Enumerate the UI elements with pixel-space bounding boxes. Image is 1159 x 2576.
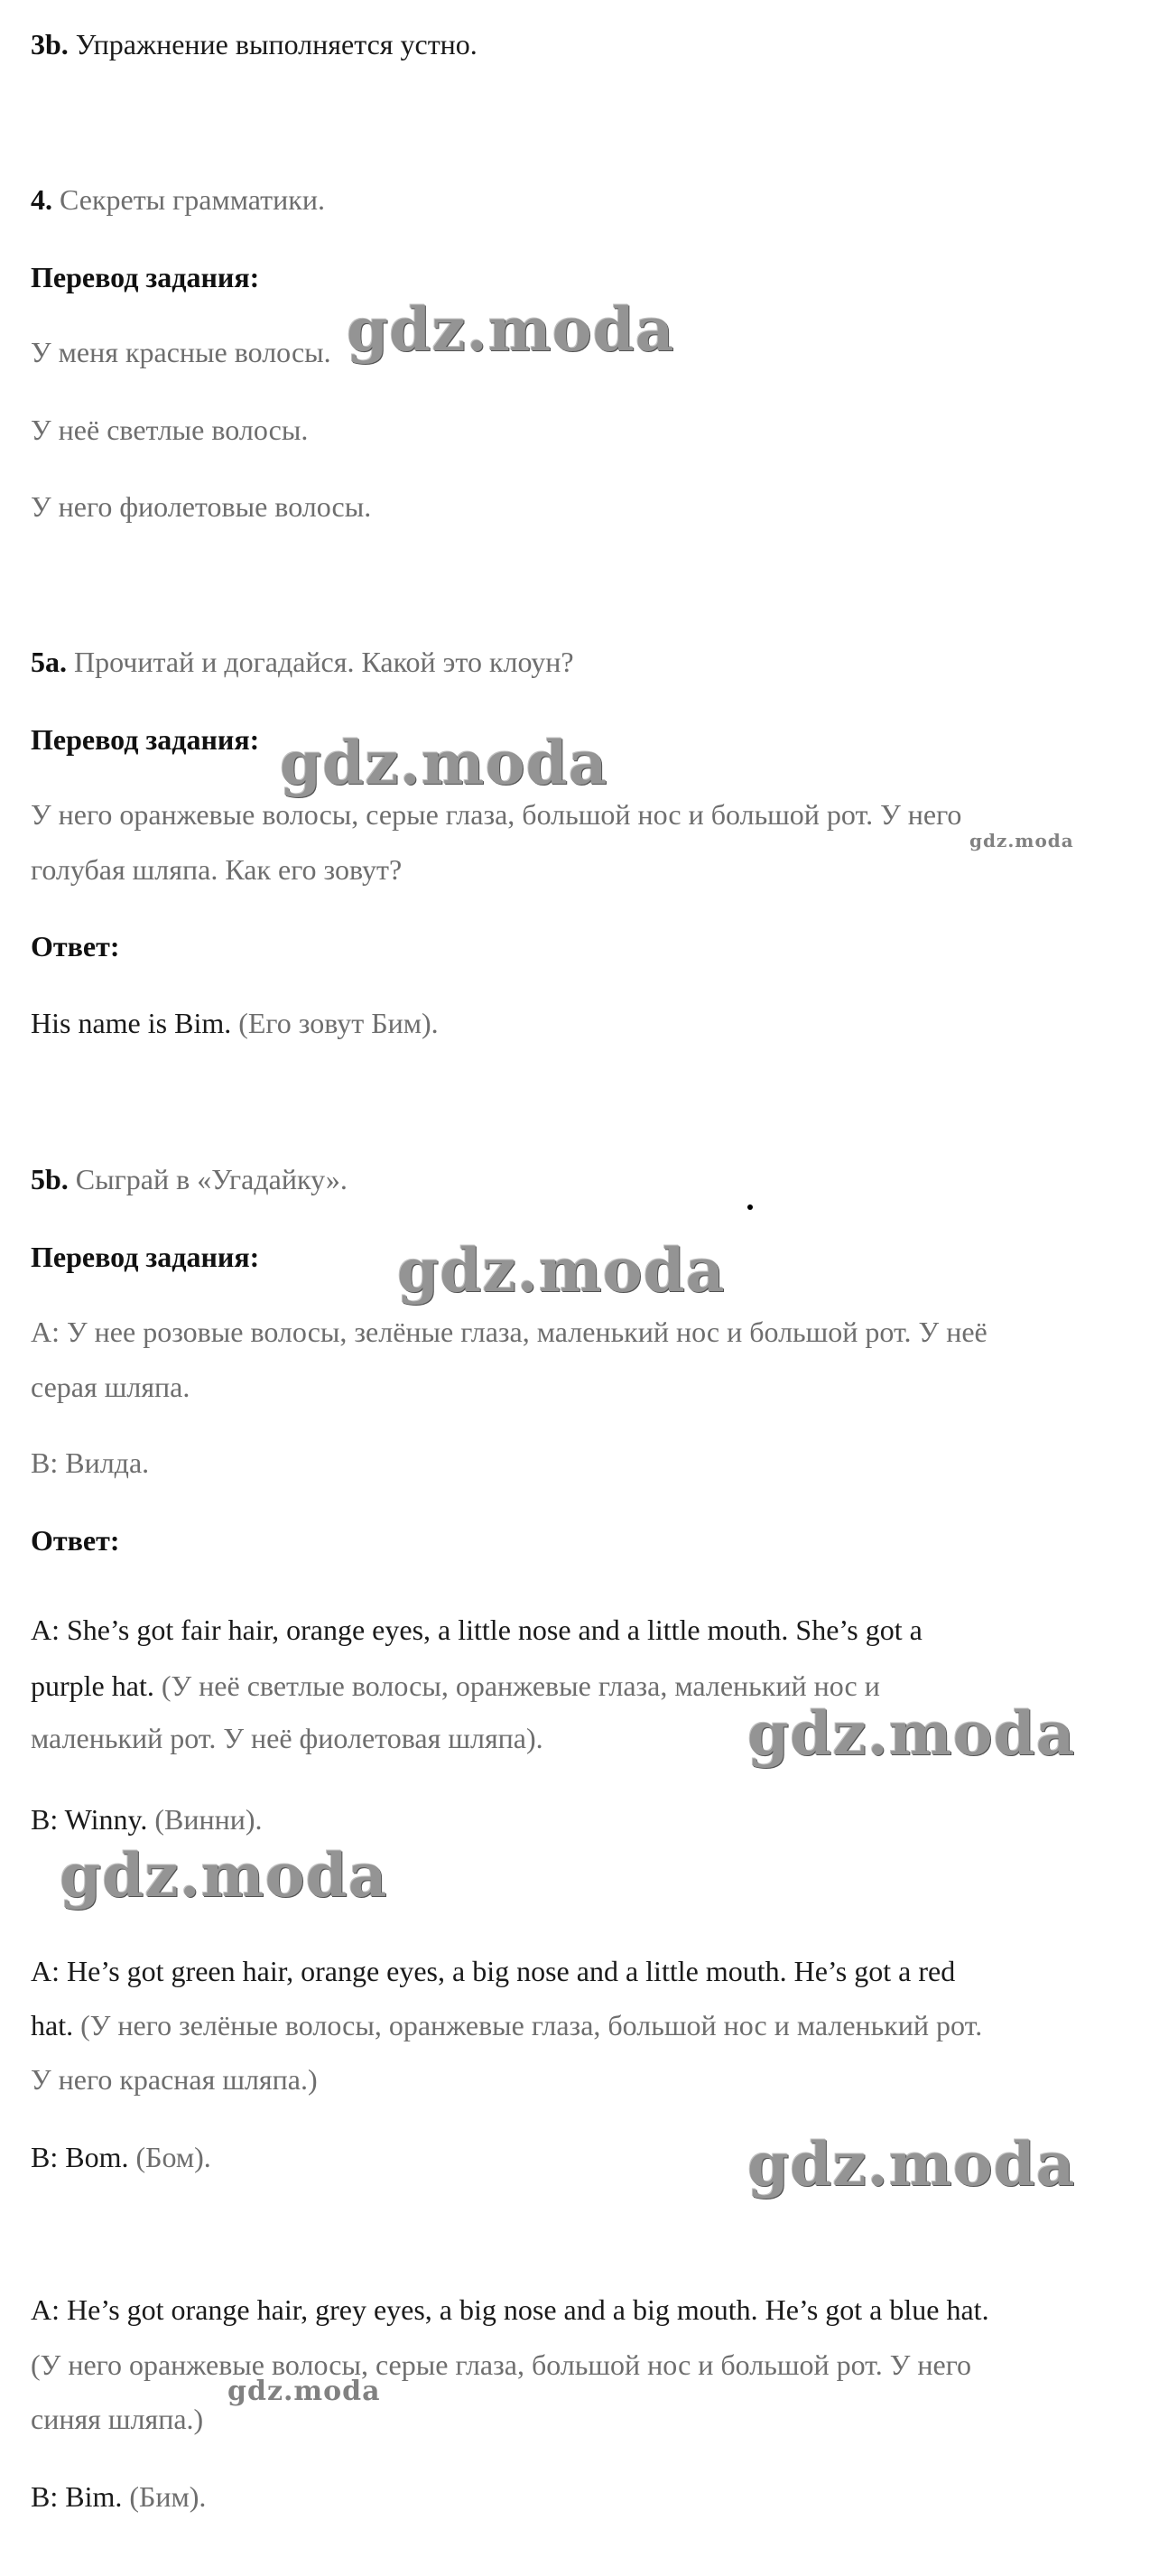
d3-b-en: B: Bim. [31, 2480, 123, 2513]
d3-b-line [31, 2478, 206, 2515]
d1-b-en: B: Winny. [31, 1803, 148, 1836]
ex5a-answer-label: Ответ: [31, 930, 120, 963]
watermark: gdz.moda [347, 294, 675, 365]
ex4-number: 4. [31, 183, 52, 216]
d1-a-line-1: A: She’s got fair hair, orange eyes, a little nose and a little mouth. She’s got a [31, 1613, 923, 1646]
watermark: gdz.moda [397, 1235, 726, 1306]
d2-b-line [31, 2139, 211, 2175]
d2-b-ru: (Бом). [135, 2141, 211, 2173]
ex5b-heading [31, 1161, 348, 1197]
ex4-translation-label: Перевод задания: [31, 261, 260, 293]
d1-a-ru-2: (У неё светлые волосы, оранжевые глаза, маленький нос и [161, 1669, 880, 1702]
ex5a-title: Прочитай и догадайся. Какой это клоун? [74, 646, 574, 678]
watermark: gdz.moda [747, 1698, 1076, 1769]
d1-a-en-2: purple hat. [31, 1669, 154, 1702]
ex4-line-2: У неё светлые волосы. [31, 414, 309, 446]
ex5b-title: Сыграй в «Угадайку». [75, 1163, 348, 1195]
watermark: gdz.moda [747, 2129, 1076, 2199]
ex5b-translation-label: Перевод задания: [31, 1241, 260, 1273]
ex5b-answer-label: Ответ: [31, 1524, 120, 1557]
ex5a-heading [31, 644, 574, 680]
d1-b-ru: (Винни). [154, 1803, 263, 1836]
ex3b-text: Упражнение выполняется устно. [75, 28, 478, 60]
watermark: gdz.moda [227, 2376, 381, 2407]
ex5b-translation-line-3: В: Вилда. [31, 1446, 150, 1479]
ex5a-translation-line-2: голубая шляпа. Как его зовут? [31, 853, 403, 886]
ex5a-answer [31, 1005, 439, 1041]
d1-a-line-3: маленький рот. У неё фиолетовая шляпа). [31, 1722, 543, 1754]
d2-a-line-3: У него красная шляпа.) [31, 2063, 318, 2096]
ex5b-translation-line-1: А: У нее розовые волосы, зелёные глаза, маленький нос и большой рот. У неё [31, 1316, 987, 1348]
d1-b-line [31, 1801, 263, 1837]
watermark: gdz.moda [280, 728, 608, 798]
watermark: gdz.moda [969, 830, 1074, 851]
stray-dot [747, 1204, 753, 1210]
d3-a-line-2: (У него оранжевые волосы, серые глаза, большой нос и большой рот. У него [31, 2348, 972, 2381]
ex5b-translation-line-2: серая шляпа. [31, 1371, 190, 1403]
watermark: gdz.moda [60, 1840, 388, 1911]
d2-a-line-2 [31, 2007, 982, 2043]
ex5a-translation-line-1: У него оранжевые волосы, серые глаза, большой нос и большой рот. У него [31, 798, 962, 831]
ex4-line-1: У меня красные волосы. [31, 336, 331, 368]
d3-b-ru: (Бим). [129, 2480, 207, 2513]
ex5a-answer-en: His name is Bim. [31, 1007, 232, 1039]
ex3b-line [31, 26, 478, 62]
ex4-heading [31, 181, 325, 218]
ex5a-number: 5a. [31, 646, 67, 678]
ex4-title: Секреты грамматики. [60, 183, 325, 216]
ex4-line-3: У него фиолетовые волосы. [31, 490, 372, 523]
ex5b-number: 5b. [31, 1163, 69, 1195]
d2-a-line-1: A: He’s got green hair, orange eyes, a big nose and a little mouth. He’s got a red [31, 1955, 956, 1987]
ex5a-translation-label: Перевод задания: [31, 723, 260, 756]
d2-b-en: B: Bom. [31, 2141, 129, 2173]
ex3b-number: 3b. [31, 28, 69, 60]
d2-a-ru-2: (У него зелёные волосы, оранжевые глаза, большой нос и маленький рот. [80, 2009, 983, 2041]
d2-a-en-2: hat. [31, 2009, 74, 2041]
ex5a-answer-ru: (Его зовут Бим). [238, 1007, 439, 1039]
d3-a-line-1: A: He’s got orange hair, grey eyes, a big nose and a big mouth. He’s got a blue hat. [31, 2293, 989, 2326]
d3-a-line-3: синяя шляпа.) [31, 2403, 204, 2435]
